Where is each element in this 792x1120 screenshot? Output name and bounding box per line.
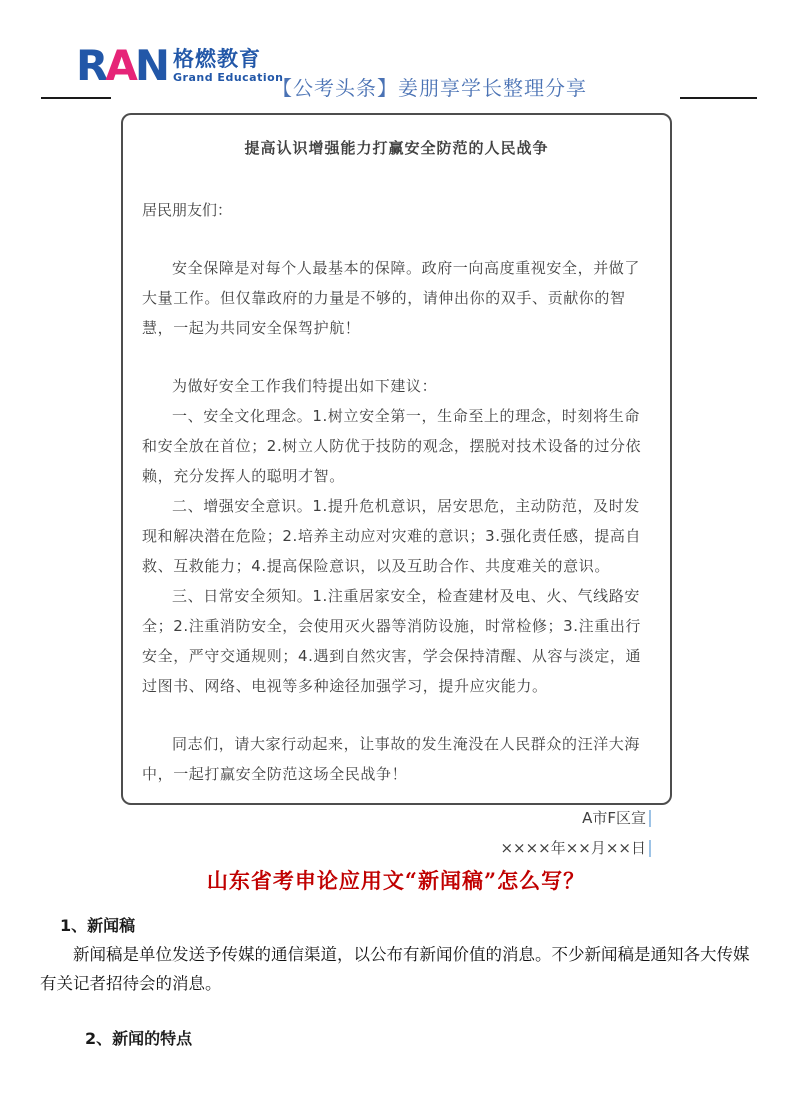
header-tagline: 【公考头条】姜朋享学长整理分享 (272, 76, 587, 100)
text-cursor-mark (649, 810, 651, 827)
divider-line-left (41, 97, 111, 99)
notice-signer: A市F区宣 (582, 809, 646, 827)
notice-textbox (121, 113, 672, 857)
logo-name-block (173, 44, 284, 85)
logo-letter-n: N (134, 41, 168, 90)
divider-line-right (680, 97, 757, 99)
notice-date-line (142, 833, 651, 863)
notice-title: 提高认识增强能力打赢安全防范的人民战争 (244, 139, 549, 157)
brand-logo (76, 41, 284, 90)
logo-letter-r: R (76, 41, 106, 90)
article-title: 山东省考申论应用文“新闻稿”怎么写？ (206, 868, 586, 893)
notice-paragraph: 一、安全文化理念。1.树立安全第一，生命至上的理念，时刻将生命和安全放在首位；2.树立人防优于技防的观念，摆脱对技术设备的过分依赖，充分发挥人的聪明才智。 (142, 407, 642, 485)
logo-name-chinese: 格燃教育 (173, 47, 262, 71)
logo-wordmark (76, 41, 168, 90)
page-header (0, 42, 792, 100)
logo-name-english: Grand Education (173, 71, 284, 84)
notice-date: ××××年××月××日 (500, 839, 646, 857)
text-cursor-mark (649, 840, 651, 857)
notice-paragraph: 安全保障是对每个人最基本的保障。政府一向高度重视安全，并做了大量工作。但仅靠政府的力量是不够的，请伸出你的双手、贡献你的智慧，一起为共同安全保驾护航！ (142, 259, 641, 337)
notice-paragraph: 同志们，请大家行动起来，让事故的发生淹没在人民群众的汪洋大海中，一起打赢安全防范这场全民战争！ (142, 735, 641, 783)
notice-paragraph: 三、日常安全须知。1.注重居家安全，检查建材及电、火、气线路安全；2.注重消防安全，会使用灭火器等消防设施，时常检修；3.注重出行安全，严守交通规则；4.遇到自然灾害，学会保持清醒、从容与淡定，通过图书、网络、电视等多种途径加强学习，提升应灾能力。 (142, 587, 642, 695)
notice-salutation: 居民朋友们： (142, 201, 233, 219)
section-heading-2: 2、新闻的特点 (85, 1029, 193, 1048)
notice-signer-line (142, 803, 651, 833)
notice-paragraph: 二、增强安全意识。1.提升危机意识，居安思危，主动防范，及时发现和解决潜在危险；2.培养主动应对灾难的意识；3.强化责任感，提高自救、互救能力；4.提高保险意识，以及互助合作、共度难关的意识。 (142, 497, 642, 575)
section-heading-1: 1、新闻稿 (60, 916, 136, 935)
logo-letter-a: A (105, 41, 135, 90)
section-body-1: 新闻稿是单位发送予传媒的通信渠道，以公布有新闻价值的消息。不少新闻稿是通知各大传媒有关记者招待会的消息。 (40, 945, 750, 993)
notice-paragraph: 为做好安全工作我们特提出如下建议： (172, 377, 438, 395)
